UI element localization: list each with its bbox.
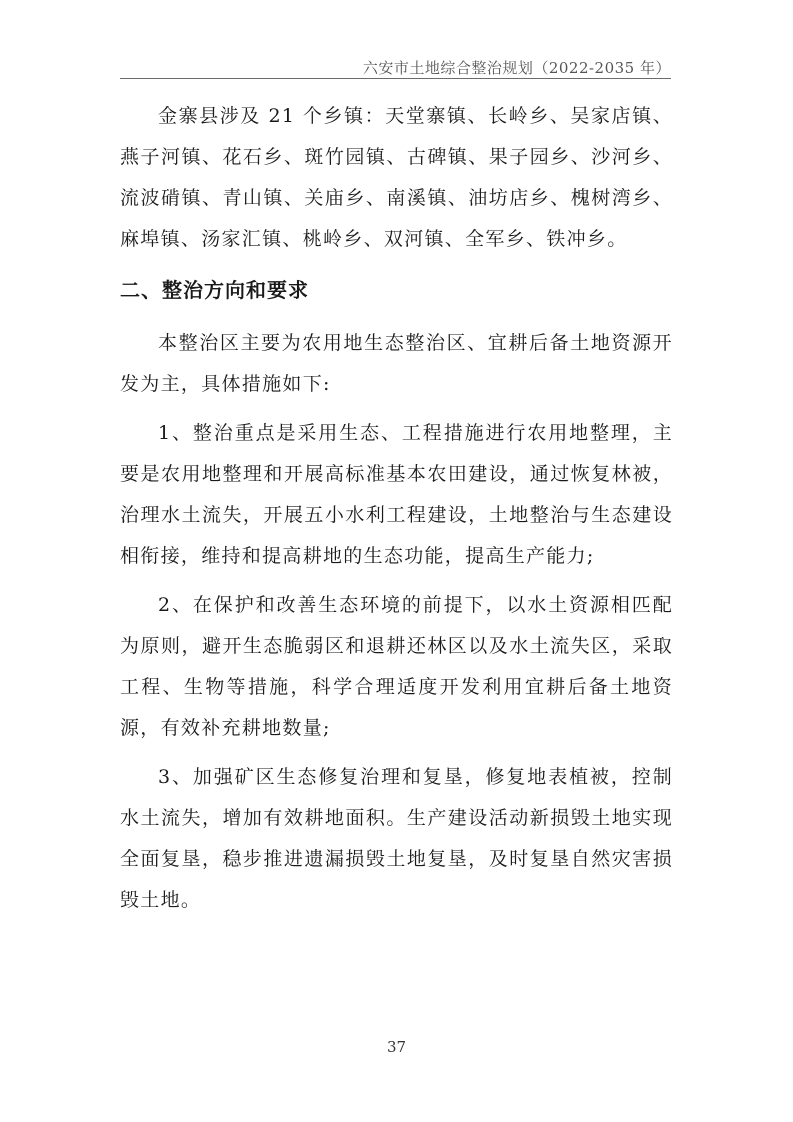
paragraph-measure-1: 1、整治重点是采用生态、工程措施进行农用地整理，主要是农用地整理和开展高标准基本农田建设，通过恢复林被，治理水土流失，开展五小水利工程建设，土地整治与生态建设相衔接，维持和提高耕地的生态功能，提高生产能力; [120, 422, 673, 567]
running-header: 六安市土地综合整治规划（2022-2035 年） [362, 59, 671, 77]
section-heading: 二、整治方向和要求 [120, 278, 309, 302]
paragraph-measure-3: 3、加强矿区生态修复治理和复垦，修复地表植被，控制水土流失，增加有效耕地面积。生产建设活动新损毁土地实现全面复垦，稳步推进遗漏损毁土地复垦，及时复垦自然灾害损毁土地。 [120, 766, 673, 911]
paragraph-intro: 本整治区主要为农用地生态整治区、宜耕后备土地资源开发为主，具体措施如下: [120, 332, 673, 395]
paragraph-township-list: 金寨县涉及 21 个乡镇：天堂寨镇、长岭乡、吴家店镇、燕子河镇、花石乡、斑竹园镇、古碑镇、果子园乡、沙河乡、流波𬒔镇、青山镇、关庙乡、南溪镇、油坊店乡、槐树湾乡、麻埠镇、汤家汇镇、桃岭乡、双河镇、全军乡、铁冲乡。 [120, 105, 673, 250]
paragraph-measure-2: 2、在保护和改善生态环境的前提下，以水土资源相匹配为原则，避开生态脆弱区和退耕还林区以及水土流失区，采取工程、生物等措施，科学合理适度开发利用宜耕后备土地资源，有效补充耕地数量; [120, 594, 673, 739]
page-number: 37 [386, 1038, 407, 1056]
header-divider [120, 78, 671, 79]
document-body [120, 96, 673, 929]
